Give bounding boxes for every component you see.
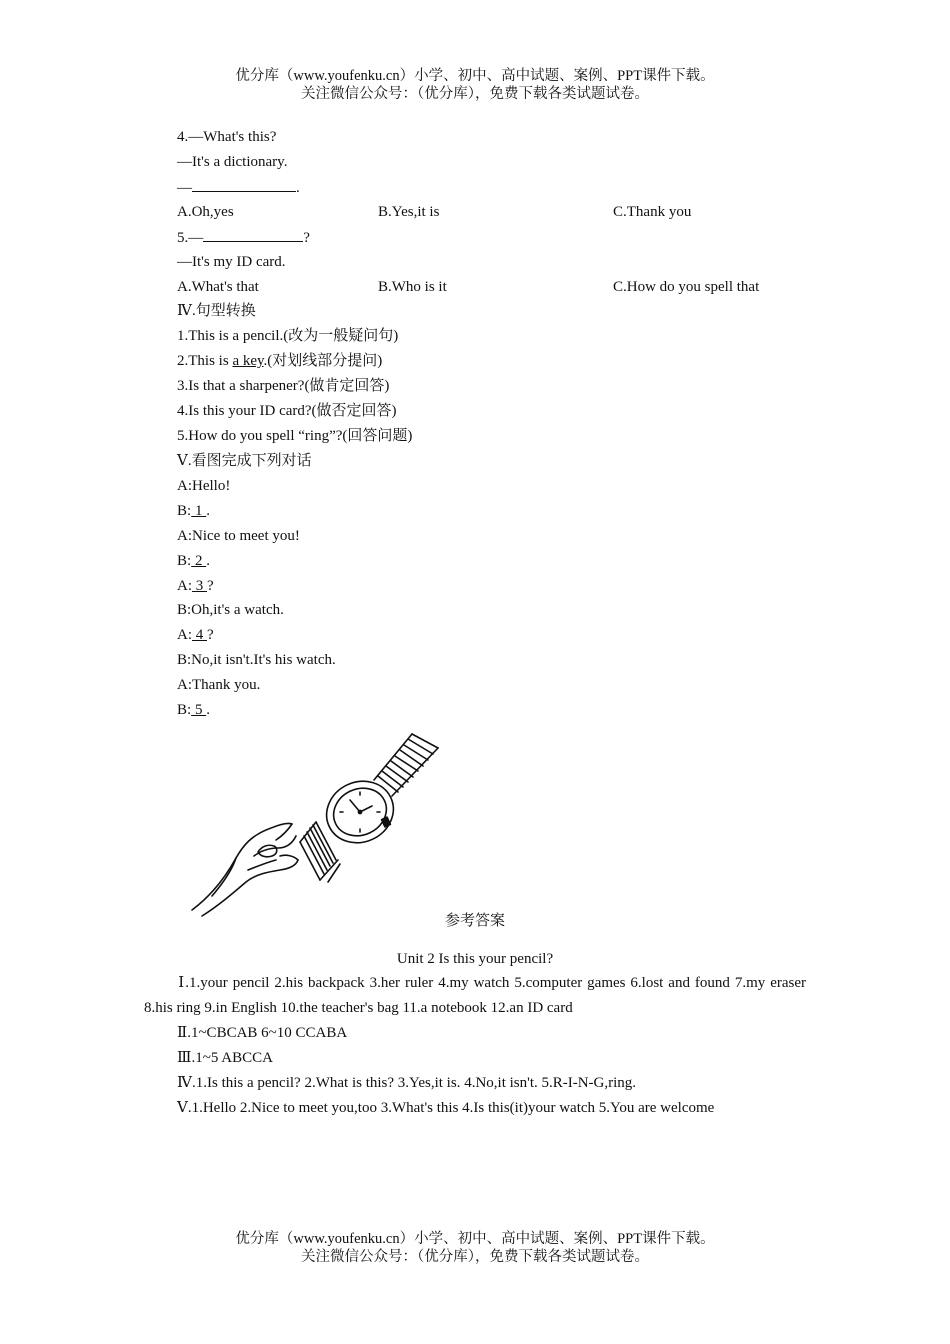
speaker: B: (177, 503, 192, 519)
s2-prefix: 2.This is (177, 353, 233, 369)
dialog-line-6: B:Oh,it's a watch. (177, 602, 284, 618)
dialog-blank-4[interactable]: 4 (192, 627, 207, 643)
q4-option-b: B.Yes,it is (378, 204, 440, 220)
dialog-line-8: B:No,it isn't.It's his watch. (177, 652, 336, 668)
dialog-line-7 (177, 625, 214, 645)
q5-option-c: C.How do you spell that (613, 279, 760, 295)
punct: ? (207, 627, 214, 643)
dialog-line-5 (177, 576, 214, 596)
section-4-item-1: 1.This is a pencil.(改为一般疑问句) (177, 328, 399, 344)
q5-line-1 (177, 227, 310, 248)
section-4-item-2 (177, 351, 382, 371)
dialog-line-1: A:Hello! (177, 478, 231, 494)
section-4-title: Ⅳ.句型转换 (177, 303, 256, 319)
s2-underlined: a key (232, 353, 264, 369)
q5-number: 5.— (177, 230, 204, 246)
dialog-blank-5[interactable]: 5 (191, 702, 207, 718)
q4-dash: — (177, 180, 192, 196)
q5-answer-blank[interactable] (203, 227, 303, 242)
speaker: A: (177, 578, 192, 594)
footer-line-2: 关注微信公众号：（优分库），免费下载各类试题试卷。 (301, 1249, 649, 1265)
q4-line-2: —It's a dictionary. (177, 154, 288, 170)
answer-section-2: Ⅱ.1~CBCAB 6~10 CCABA (177, 1025, 348, 1041)
answer-key-title: 参考答案 (444, 913, 505, 929)
q5-option-b: B.Who is it (378, 279, 447, 295)
dialog-line-4 (177, 551, 210, 571)
section-4-item-4: 4.Is this your ID card?(做否定回答) (177, 403, 397, 419)
q5-line-2: —It's my ID card. (177, 254, 286, 270)
answer-section-5: Ⅴ.1.Hello 2.Nice to meet you,too 3.What's this 4.Is this(it)your watch 5.You are welcome (177, 1100, 715, 1116)
q4-option-a: A.Oh,yes (177, 204, 234, 220)
answer-section-1 (144, 971, 806, 1021)
answer-section-4: Ⅳ.1.Is this a pencil? 2.What is this? 3.Yes,it is. 4.No,it isn't. 5.R-I-N-G,ring. (177, 1075, 637, 1091)
answer-1-text: Ⅰ.1.your pencil 2.his backpack 3.her ruler 4.my watch 5.computer games 6.lost and found 7.my eraser 8.his ring 9.in English 10.the teacher's bag 11.a notebook 12.an ID card (144, 975, 806, 1016)
q4-option-c: C.Thank you (613, 204, 692, 220)
answer-section-3: Ⅲ.1~5 ABCCA (177, 1050, 273, 1066)
speaker: A: (177, 627, 192, 643)
q5-question-mark: ? (303, 230, 310, 246)
section-5-title: Ⅴ.看图完成下列对话 (177, 453, 312, 469)
section-4-item-5: 5.How do you spell “ring”?(回答问题) (177, 428, 413, 444)
page-header (0, 67, 950, 103)
punct: . (206, 503, 210, 519)
dialog-blank-1[interactable]: 1 (191, 503, 207, 519)
dialog-line-2 (177, 501, 210, 521)
dialog-line-9: A:Thank you. (177, 677, 261, 693)
s2-suffix: .(对划线部分提问) (263, 353, 383, 369)
punct: . (206, 553, 210, 569)
speaker: B: (177, 702, 192, 718)
header-line-1: 优分库（www.youfenku.cn）小学、初中、高中试题、案例、PPT课件下载。 (235, 68, 715, 84)
q5-option-a: A.What's that (177, 279, 259, 295)
punct: ? (207, 578, 214, 594)
answer-unit-title: Unit 2 Is this your pencil? (396, 951, 554, 967)
q4-period: . (296, 180, 300, 196)
dialog-blank-3[interactable]: 3 (192, 578, 207, 594)
punct: . (206, 702, 210, 718)
speaker: B: (177, 553, 192, 569)
hand-and-watch-illustration (188, 730, 450, 920)
page-footer (0, 1230, 950, 1266)
dialog-line-10 (177, 700, 210, 720)
dialog-line-3: A:Nice to meet you! (177, 528, 300, 544)
footer-line-1: 优分库（www.youfenku.cn）小学、初中、高中试题、案例、PPT课件下载。 (235, 1231, 715, 1247)
q4-line-3 (177, 177, 300, 198)
section-4-item-3: 3.Is that a sharpener?(做肯定回答) (177, 378, 390, 394)
q4-line-1: 4.—What's this? (177, 129, 277, 145)
dialog-blank-2[interactable]: 2 (191, 553, 207, 569)
header-line-2: 关注微信公众号：（优分库），免费下载各类试题试卷。 (301, 86, 649, 102)
q4-answer-blank[interactable] (192, 177, 296, 192)
